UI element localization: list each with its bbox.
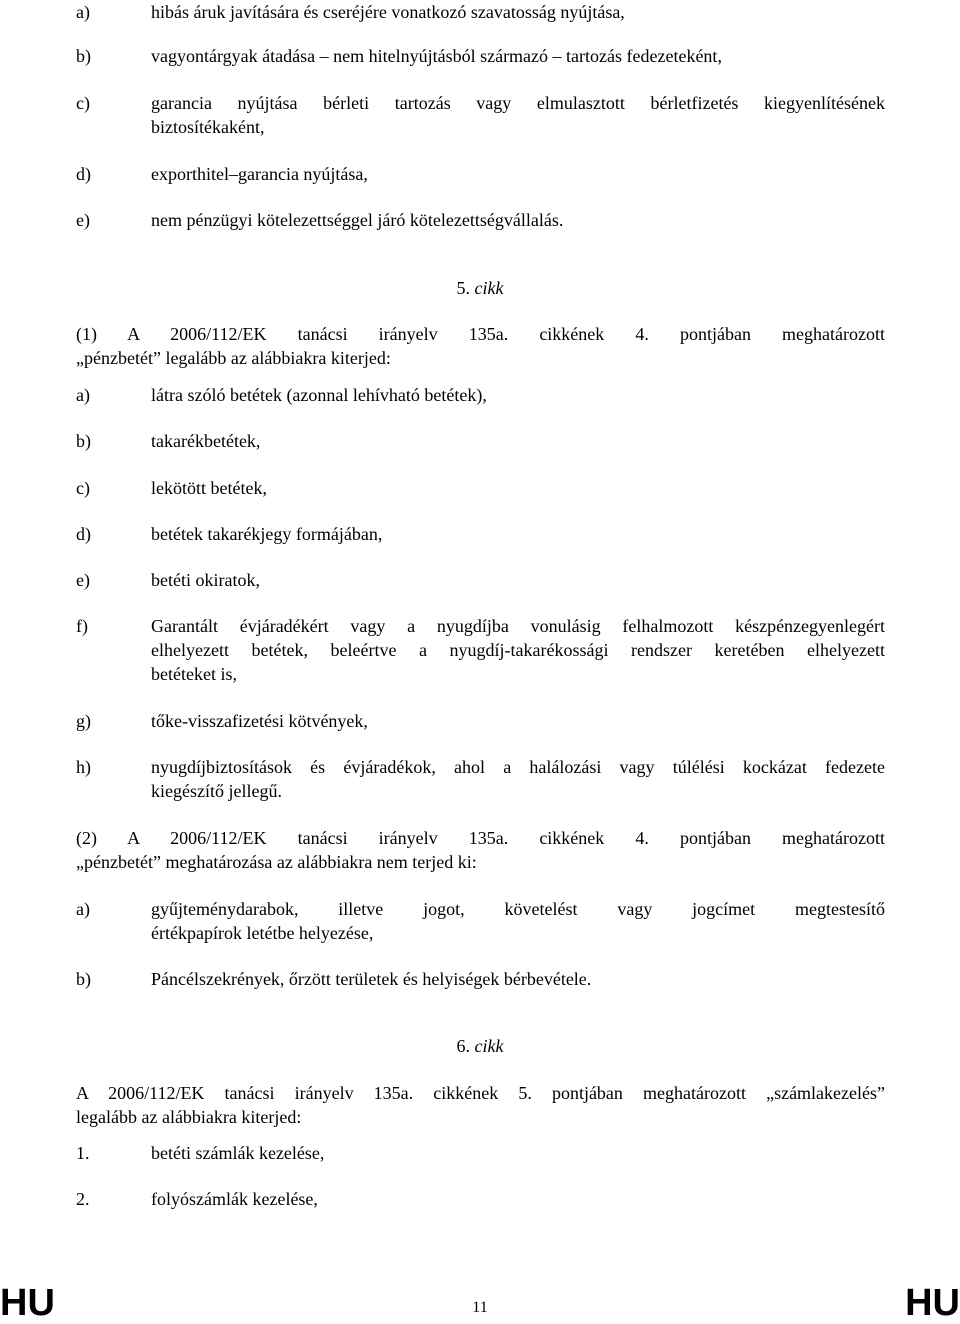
article-5-heading	[0, 276, 960, 300]
article-word: cikk	[474, 1036, 504, 1056]
list-item-label: c)	[76, 478, 90, 498]
list-item-text-line: elhelyezett betétek, beleértve a nyugdíj-takarékossági rendszer keretében elhelyezett	[151, 640, 885, 660]
list-item-text-line: betéteket is,	[151, 664, 237, 684]
list-item-text: hibás áruk javítására és cseréjére vonatkozó szavatosság nyújtása,	[151, 2, 625, 22]
footer-language-code-right: HU	[905, 1282, 960, 1324]
list-item-label: e)	[76, 570, 90, 590]
list-item-label: d)	[76, 164, 91, 184]
list-item-label: a)	[76, 899, 90, 919]
list-item-text-line: Garantált évjáradékért vagy a nyugdíjba vonulásig felhalmozott készpénzegyenlegért	[151, 616, 885, 636]
article-6-paragraph-line: A 2006/112/EK tanácsi irányelv 135a. cikkének 5. pontjában meghatározott „számlakezelés”	[76, 1083, 885, 1103]
list-item-text: Páncélszekrények, őrzött területek és helyiségek bérbevétele.	[151, 969, 592, 989]
list-item-label: b)	[76, 431, 91, 451]
list-item-label: f)	[76, 616, 88, 636]
list-item-text: betéti számlák kezelése,	[151, 1143, 325, 1163]
paragraph-2-line: „pénzbetét” meghatározása az alábbiakra nem terjed ki:	[76, 852, 477, 872]
paragraph-2-line: (2) A 2006/112/EK tanácsi irányelv 135a. cikkének 4. pontjában meghatározott	[76, 828, 885, 848]
paragraph-1-line: „pénzbetét” legalább az alábbiakra kiterjed:	[76, 348, 391, 368]
article-6-paragraph-line: legalább az alábbiakra kiterjed:	[76, 1107, 302, 1127]
list-item-text: lekötött betétek,	[151, 478, 267, 498]
paragraph-1-line: (1) A 2006/112/EK tanácsi irányelv 135a. cikkének 4. pontjában meghatározott	[76, 324, 885, 344]
article-word: cikk	[474, 278, 504, 298]
list-item-label: b)	[76, 969, 91, 989]
footer-language-code-left: HU	[0, 1282, 55, 1324]
list-item-text: folyószámlák kezelése,	[151, 1189, 318, 1209]
list-item-label: g)	[76, 711, 91, 731]
list-item-text: exporthitel–garancia nyújtása,	[151, 164, 368, 184]
list-item-text-line: nyugdíjbiztosítások és évjáradékok, ahol a halálozási vagy túlélési kockázat fedezete	[151, 757, 885, 777]
list-item-label: d)	[76, 524, 91, 544]
list-item-text: nem pénzügyi kötelezettséggel járó kötelezettségvállalás.	[151, 210, 564, 230]
article-6-heading	[0, 1034, 960, 1058]
list-item-text-line: garancia nyújtása bérleti tartozás vagy elmulasztott bérletfizetés kiegyenlítésének	[151, 93, 885, 113]
list-item-label: 1.	[76, 1143, 90, 1163]
list-item-text: takarékbetétek,	[151, 431, 261, 451]
page-number: 11	[472, 1299, 488, 1316]
list-item-text-line: biztosítékaként,	[151, 117, 265, 137]
list-item-text: látra szóló betétek (azonnal lehívható betétek),	[151, 385, 487, 405]
article-number: 5.	[456, 278, 471, 298]
list-item-text-line: gyűjteménydarabok, illetve jogot, követelést vagy jogcímet megtestesítő	[151, 899, 885, 919]
article-number: 6.	[456, 1036, 471, 1056]
list-item-text: betétek takarékjegy formájában,	[151, 524, 383, 544]
list-item-text: vagyontárgyak átadása – nem hitelnyújtásból származó – tartozás fedezeteként,	[151, 46, 722, 66]
list-item-text-line: értékpapírok letétbe helyezése,	[151, 923, 374, 943]
list-item-text: tőke-visszafizetési kötvények,	[151, 711, 368, 731]
list-item-label: e)	[76, 210, 90, 230]
list-item-label: b)	[76, 46, 91, 66]
list-item-text: betéti okiratok,	[151, 570, 260, 590]
list-item-text-line: kiegészítő jellegű.	[151, 781, 282, 801]
list-item-label: a)	[76, 385, 90, 405]
list-item-label: a)	[76, 2, 90, 22]
list-item-label: h)	[76, 757, 91, 777]
list-item-label: c)	[76, 93, 90, 113]
list-item-label: 2.	[76, 1189, 90, 1209]
